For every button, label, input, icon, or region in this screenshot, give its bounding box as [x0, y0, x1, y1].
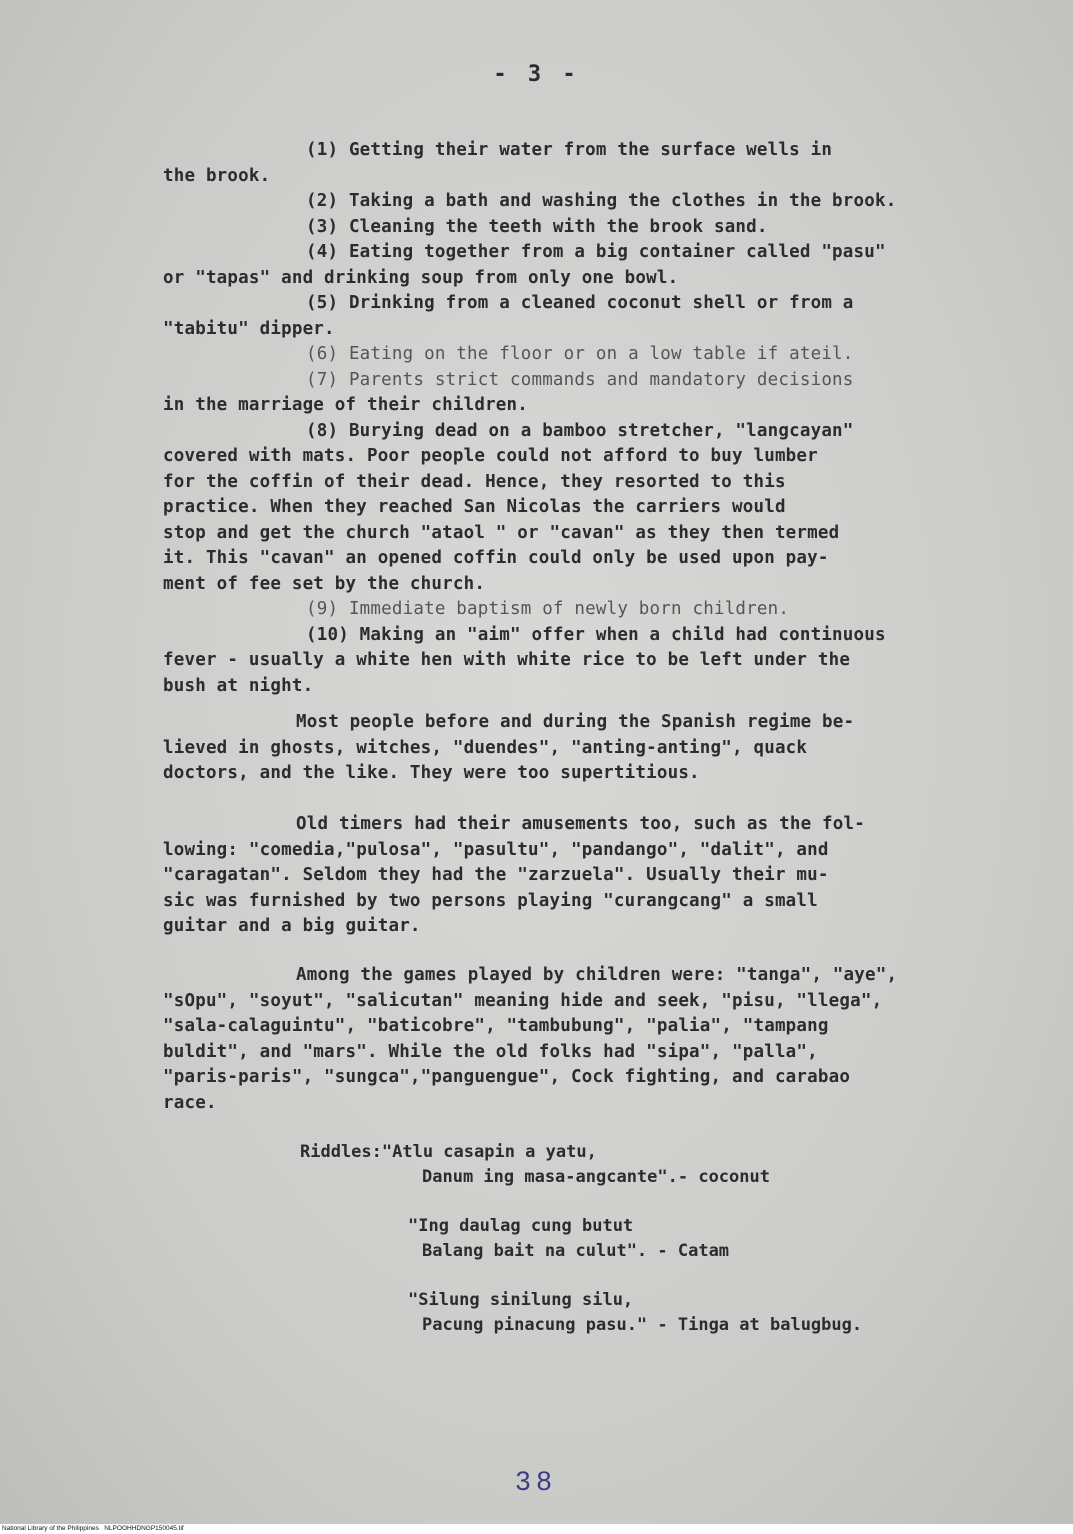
riddle-answer-line: Pacung pinacung pasu." - Tinga at balugbug. — [422, 1315, 863, 1335]
list-item — [163, 215, 963, 241]
item-first-line: (6) Eating on the floor or on a low table if ateil. — [306, 344, 854, 364]
paragraph-games — [163, 963, 963, 1116]
riddle — [300, 1140, 1000, 1190]
item-first-line: (7) Parents strict commands and mandatory decisions — [306, 369, 854, 390]
list-item — [163, 623, 963, 700]
item-continuation: in the marriage of their children. — [163, 395, 529, 415]
paragraph — [163, 963, 963, 1116]
item-first-line: (2) Taking a bath and washing the clothes in the brook. — [306, 191, 897, 211]
item-first-line: (3) Cleaning the teeth with the brook sand. — [306, 216, 768, 237]
paragraph-first-line: Old timers had their amusements too, such as the fol- — [296, 814, 866, 834]
paragraph-body: "sOpu", "soyut", "salicutan" meaning hide and seek, "pisu, "llega", "sala-calaguintu", "baticobre", "tambubung", "palia", "tampang buldit", and "mars". While the old folks had "sipa", "palla", "paris-paris", "sungca","panguengue", Cock fighting, and carabao race. — [163, 990, 883, 1113]
item-continuation: or "tapas" and drinking soup from only one bowl. — [163, 267, 679, 288]
item-first-line: (8) Burying dead on a bamboo stretcher, "langcayan" — [306, 420, 854, 441]
list-item — [163, 291, 963, 342]
riddle-line: "Atlu casapin a yatu, — [381, 1142, 597, 1162]
item-first-line: (9) Immediate baptism of newly born children. — [306, 599, 790, 619]
list-item — [163, 138, 963, 189]
item-first-line: (5) Drinking from a cleaned coconut shell or from a — [306, 293, 854, 313]
item-first-line: (4) Eating together from a big container called "pasu" — [306, 242, 886, 262]
riddle-answer-line: Balang bait na culut". - Catam — [422, 1241, 730, 1261]
paragraph-body: lowing: "comedia,"pulosa", "pasultu", "pandango", "dalit", and "caragatan". Seldom they had the "zarzuela". Usually their mu- sic was furnished by two persons playing "curangcang" a small guitar and a big guitar. — [163, 839, 829, 936]
page-header: - 3 - — [493, 62, 580, 87]
paragraph-amusements — [163, 812, 963, 940]
item-first-line: (10) Making an "aim" offer when a child had continuous — [306, 624, 886, 645]
archive-footer: National Library of the Philippines NLPOOHHDNGP150045.tif — [0, 1524, 1073, 1534]
item-continuation: covered with mats. Poor people could not afford to buy lumber for the coffin of their dead. Hence, they resorted to this practice. When they reached San Nicolas the carriers would stop and get the church "ataol " or "cavan" as they then termed it. This "cavan" an opened coffin could only be used upon pay- ment of fee set by the church. — [163, 446, 840, 594]
item-first-line: (1) Getting their water from the surface wells in — [306, 140, 833, 160]
item-continuation: the brook. — [163, 165, 271, 186]
paragraph-body: lieved in ghosts, witches, "duendes", "anting-anting", quack doctors, and the like. They were too supertitious. — [163, 737, 808, 783]
riddle-line: "Silung sinilung silu, — [408, 1290, 634, 1310]
page-number: 38 — [515, 1466, 558, 1496]
practices-list — [163, 138, 963, 699]
paragraph — [163, 710, 963, 787]
list-item — [163, 189, 963, 215]
riddle-answer-line: Danum ing masa-angcante".- coconut — [422, 1167, 770, 1187]
riddle — [300, 1288, 1000, 1338]
riddles-section — [300, 1140, 1000, 1362]
list-item — [163, 419, 963, 598]
riddle — [300, 1214, 1000, 1264]
riddle-line: "Ing daulag cung butut — [408, 1216, 634, 1236]
list-item — [163, 597, 963, 623]
list-item — [163, 240, 963, 291]
paragraph — [163, 812, 963, 940]
item-continuation: "tabitu" dipper. — [163, 318, 335, 339]
paragraph-beliefs — [163, 710, 963, 787]
list-item — [163, 368, 963, 419]
paragraph-first-line: Among the games played by children were: "tanga", "aye", — [296, 965, 898, 985]
riddles-label: Riddles: — [300, 1142, 382, 1162]
paragraph-first-line: Most people before and during the Spanish regime be- — [296, 712, 855, 732]
list-item — [163, 342, 963, 368]
item-continuation: fever - usually a white hen with white rice to be left under the bush at night. — [163, 650, 851, 696]
